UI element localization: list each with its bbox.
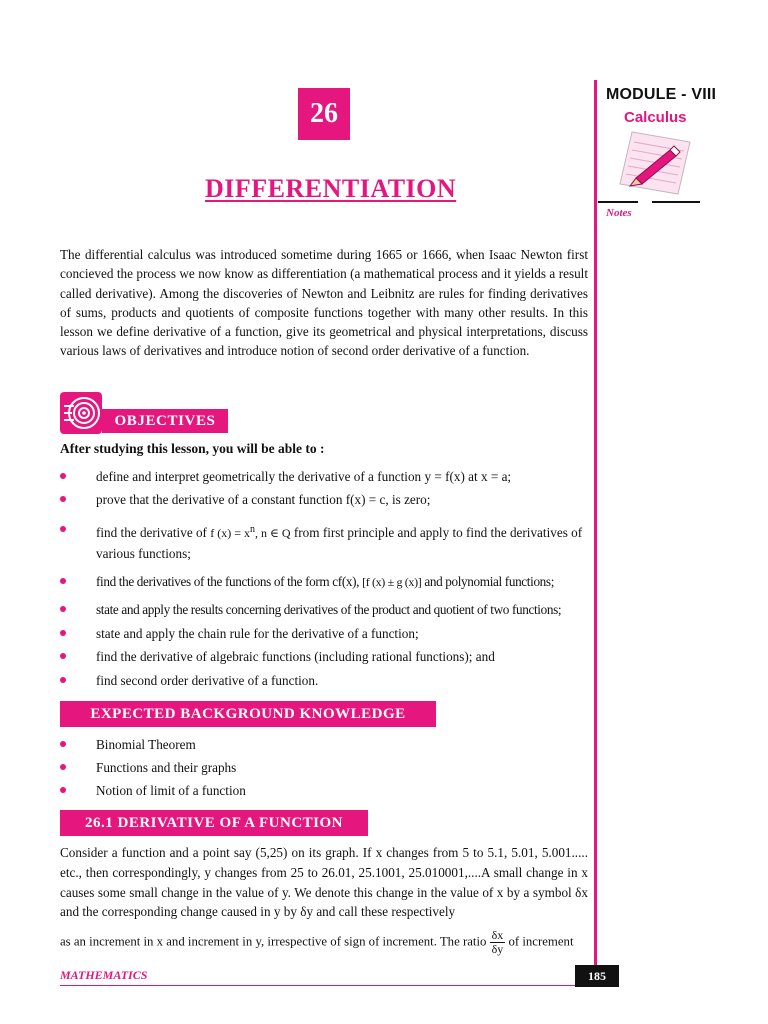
intro-paragraph: The differential calculus was introduced sometime during 1665 or 1666, when Isaac Newton first concieved the process we now know as differentiation (a mathematical process and it yields a result called derivative). Among the discoveries of Newton and Leibnitz are rules for finding derivatives of sums, products and quotients of composite functions together with many other results. In this lesson we define derivative of a function, give its geometrical and physical interpretations, discuss various laws of derivatives and introduce notion of second order derivative of a function. [60, 247, 588, 359]
section-last-line: as an increment in x and increment in y, irrespective of sign of increment. The ratio $\frac{\delta x}{\delta y}$ of increment [60, 928, 574, 956]
objective-text: state and apply the results concerning derivatives of the product and quotient of two functions; [96, 602, 562, 617]
objective-text: find the derivative of algebraic functions (including rational functions); and [96, 649, 495, 664]
math-expression: [f (x) ± g (x)] [362, 575, 422, 589]
bullet [60, 578, 66, 584]
background-text: Binomial Theorem [96, 737, 196, 752]
module-title: MODULE - VIII [606, 86, 717, 103]
footer-rule [60, 985, 596, 986]
bullet [60, 653, 66, 659]
section-heading: 26.1 DERIVATIVE OF A FUNCTION [60, 810, 368, 836]
section-paragraph: Consider a function and a point say (5,25) on its graph. If x changes from 5 to 5.1, 5.01, 5.001..... etc., then correspondingly, y changes from 25 to 26.01, 25.1001, 25.010001,....A small change in x causes some small change in the value of y. We denote this change in the value of x by a symbol δx and the corresponding change caused in y by δy and call these respectively [60, 845, 588, 920]
notes-label: Notes [606, 207, 632, 219]
bullet [60, 606, 66, 612]
notepad-pencil-icon [604, 128, 694, 198]
background-heading: EXPECTED BACKGROUND KNOWLEDGE [60, 701, 436, 727]
math-expression: f $(x) = x^n$, n ∈ Q [210, 524, 291, 540]
chapter-number: 26 [298, 88, 350, 140]
objectives-heading: OBJECTIVES [102, 409, 228, 433]
background-text: Functions and their graphs [96, 760, 237, 775]
objective-text: state and apply the chain rule for the derivative of a function; [96, 626, 419, 641]
bullet [60, 630, 66, 636]
chapter-title: DIFFERENTIATION [205, 174, 457, 203]
bullet [60, 741, 66, 747]
objective-text: prove that the derivative of a constant function f(x) = c, is zero; [96, 492, 431, 507]
footer-subject: MATHEMATICS [60, 968, 148, 982]
bullet [60, 496, 66, 502]
bullet [60, 764, 66, 770]
objective-text: find the derivative of f $(x) = x^n$, n ∈ Q from first principle and apply to find the derivatives of various functions; [96, 524, 583, 561]
margin-rule [594, 80, 597, 968]
objectives-intro: After studying this lesson, you will be able to : [60, 441, 325, 456]
target-icon [60, 392, 102, 434]
bullet [60, 787, 66, 793]
background-text: Notion of limit of a function [96, 783, 246, 798]
objective-text: find second order derivative of a function. [96, 673, 319, 688]
bullet [60, 526, 66, 532]
notes-divider-left [598, 201, 638, 203]
objective-text: find the derivatives of the functions of the form cf(x), [f (x) ± g (x)] and polynomial functions; [96, 574, 555, 589]
module-subtitle: Calculus [624, 109, 687, 126]
objective-text: define and interpret geometrically the derivative of a function y = f(x) at x = a; [96, 469, 512, 484]
notes-divider-right [652, 201, 700, 203]
bullet [60, 473, 66, 479]
page-number: 185 [575, 965, 619, 987]
bullet [60, 677, 66, 683]
fraction: $\frac{\delta x}{\delta y}$ [491, 928, 504, 956]
